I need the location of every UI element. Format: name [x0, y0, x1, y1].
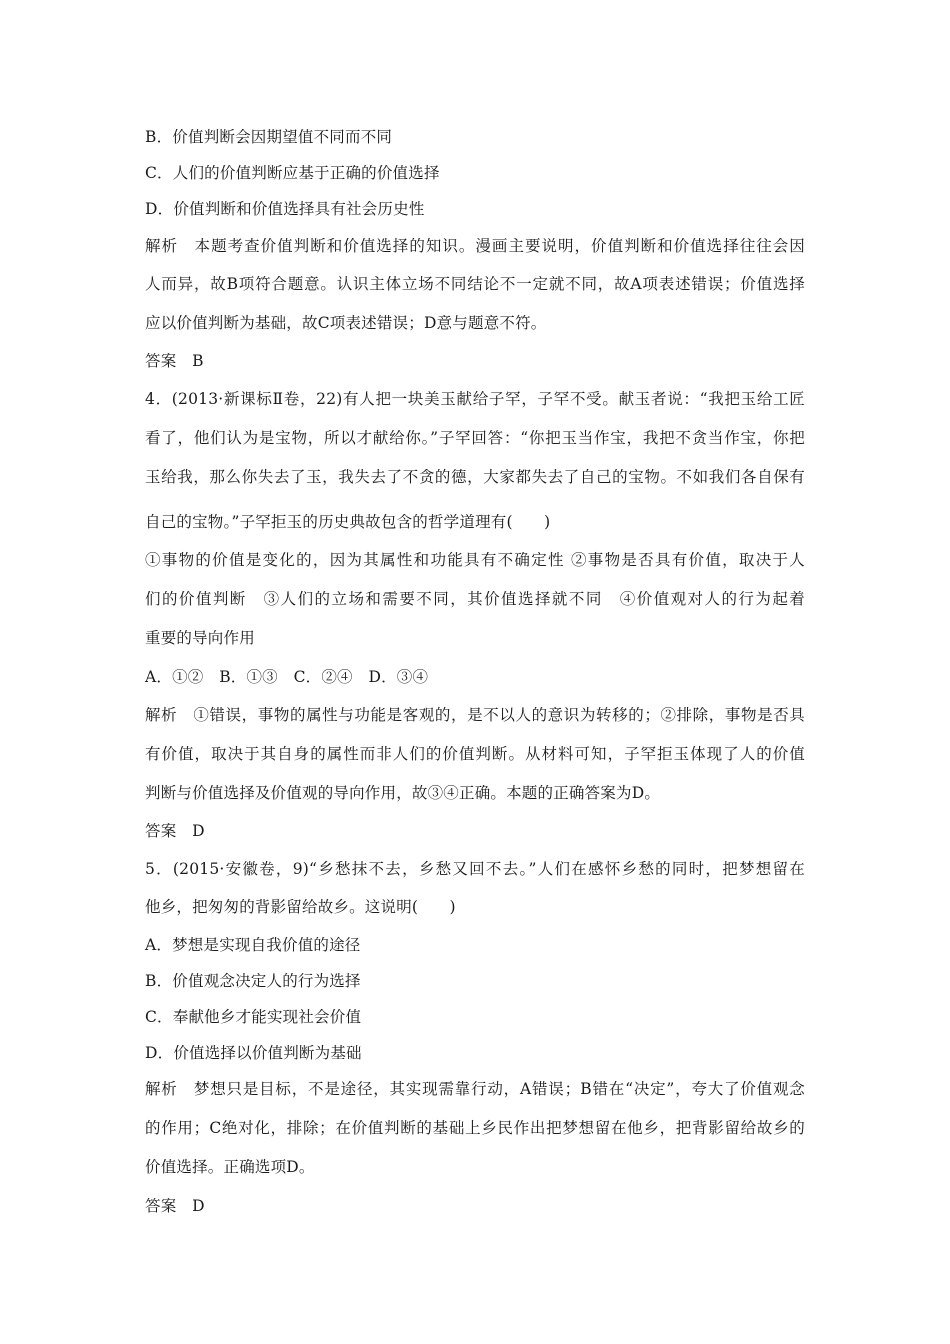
q3-option-b: B．价值判断会因期望值不同而不同	[145, 128, 393, 146]
q4-statement-line: 重要的导向作用	[145, 629, 255, 647]
q5-stem-line: 5．(2015·安徽卷，9)“乡愁抹不去，乡愁又回不去。”人们在感怀乡愁的同时，把梦想留在	[145, 860, 805, 878]
q3-option-c: C．人们的价值判断应基于正确的价值选择	[145, 164, 440, 182]
q3-option-d: D．价值判断和价值选择具有社会历史性	[145, 200, 425, 218]
q5-stem-line: 他乡，把匆匆的背影留给故乡。这说明( )	[145, 898, 456, 916]
q4-stem-line: 玉给我，那么你失去了玉，我失去了不贪的德，大家都失去了自己的宝物。不如我们各自保有	[145, 468, 805, 486]
q3-analysis-line: 应以价值判断为基础，故C项表述错误；D意与题意不符。	[145, 314, 547, 332]
q5-option-c: C．奉献他乡才能实现社会价值	[145, 1008, 362, 1026]
q4-analysis-line: 解析 ①错误，事物的属性与功能是客观的，是不以人的意识为转移的；②排除，事物是否具	[145, 706, 805, 724]
q4-stem-line: 自己的宝物。”子罕拒玉的历史典故包含的哲学道理有( )	[145, 513, 551, 531]
q4-analysis-line: 判断与价值选择及价值观的导向作用，故③④正确。本题的正确答案为D。	[145, 784, 661, 802]
q4-statement-line: ①事物的价值是变化的，因为其属性和功能具有不确定性 ②事物是否具有价值，取决于人	[145, 551, 805, 569]
q4-stem-line: 看了，他们认为是宝物，所以才献给你。”子罕回答：“你把玉当作宝，我把不贪当作宝，你把	[145, 429, 805, 447]
q5-answer: 答案 D	[145, 1197, 205, 1215]
q5-option-b: B．价值观念决定人的行为选择	[145, 972, 361, 990]
q4-answer: 答案 D	[145, 822, 205, 840]
q4-statement-line: 们的价值判断 ③人们的立场和需要不同，其价值选择就不同 ④价值观对人的行为起着	[145, 590, 805, 608]
q5-option-d: D．价值选择以价值判断为基础	[145, 1044, 362, 1062]
q5-analysis-line: 解析 梦想只是目标，不是途径，其实现需靠行动，A错误；B错在“决定”，夸大了价值观念	[145, 1080, 805, 1098]
q4-stem-line: 4．(2013·新课标Ⅱ卷，22)有人把一块美玉献给子罕，子罕不受。献玉者说：“我把玉给工匠	[145, 390, 805, 408]
q5-analysis-line: 价值选择。正确选项D。	[145, 1158, 315, 1176]
q4-choices: A．①② B．①③ C．②④ D．③④	[145, 668, 429, 686]
q5-analysis-line: 的作用；C绝对化，排除；在价值判断的基础上乡民作出把梦想留在他乡，把背影留给故乡的	[145, 1119, 805, 1137]
q3-analysis-line: 人而异，故B项符合题意。认识主体立场不同结论不一定就不同，故A项表述错误；价值选择	[145, 275, 805, 293]
q5-option-a: A．梦想是实现自我价值的途径	[145, 936, 361, 954]
q4-analysis-line: 有价值，取决于其自身的属性而非人们的价值判断。从材料可知，子罕拒玉体现了人的价值	[145, 745, 805, 763]
q3-answer: 答案 B	[145, 352, 204, 370]
q3-analysis-line: 解析 本题考查价值判断和价值选择的知识。漫画主要说明，价值判断和价值选择往往会因	[145, 237, 805, 255]
